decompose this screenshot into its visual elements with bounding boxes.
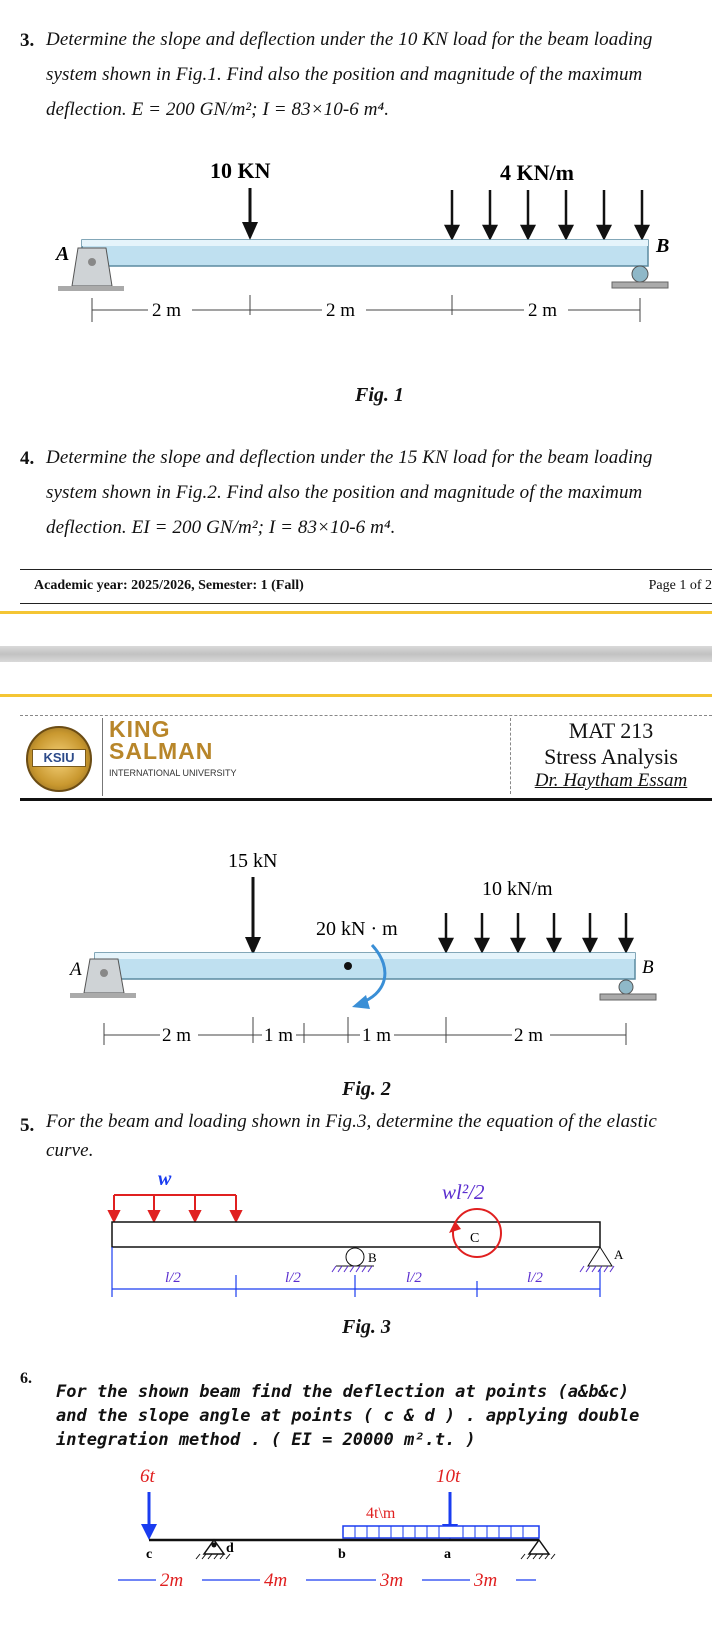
course-info: [510, 718, 711, 794]
fig2-dim-3: 1 m: [362, 1025, 392, 1046]
fig3-moment-label: wl²/2: [442, 1180, 485, 1204]
fig3-dim-1: l/2: [165, 1270, 181, 1286]
q4-line: system shown in Fig.2. Find also the position and magnitude of the maximum: [46, 482, 643, 503]
figure-3-caption: Fig. 3: [342, 1316, 391, 1338]
fig4-load-6t-label: 6t: [140, 1466, 155, 1487]
figure-1-caption: Fig. 1: [355, 384, 404, 406]
figure-3-beam-diagram: [0, 1165, 712, 1310]
fig1-support-b-label: B: [656, 235, 670, 257]
fig1-pin-support-a: [72, 248, 112, 286]
fig3-roller-support-b: [346, 1248, 364, 1266]
question-5-text: [46, 1107, 712, 1165]
question-3-text: [46, 22, 706, 127]
q5-line: curve.: [46, 1140, 94, 1161]
q6-line: integration method . ( EI = 20000 m².t. ): [56, 1430, 476, 1450]
page-separator-gold-top: [0, 611, 712, 614]
fig2-distributed-load-label: 10 kN/m: [482, 878, 553, 900]
university-name-line-1: KING: [109, 716, 171, 742]
fig3-load-w-label: w: [158, 1168, 172, 1190]
q3-line: Determine the slope and deflection under the 10 KN load for the beam loading: [46, 29, 653, 50]
q6-line: For the shown beam find the deflection at points (a&b&c): [56, 1382, 630, 1402]
page-separator-gold-bottom: [0, 694, 712, 697]
fig1-roller-support-b: [632, 266, 648, 282]
question-5-number: 5.: [20, 1115, 35, 1136]
fig2-moment-point: [344, 962, 352, 970]
question-6-number: 6.: [20, 1370, 32, 1387]
page-number: Page 1 of 2: [648, 578, 712, 593]
fig4-point-c-label: c: [146, 1547, 153, 1562]
fig4-distributed-load-label: 4t\m: [366, 1505, 396, 1522]
fig4-distributed-load: [343, 1526, 539, 1538]
fig4-dim-4: 3m: [474, 1570, 498, 1591]
university-name-line-3: INTERNATIONAL UNIVERSITY: [109, 768, 237, 778]
q4-line: Determine the slope and deflection under the 15 KN load for the beam loading: [46, 447, 653, 468]
fig2-distributed-load-arrows: [440, 913, 632, 951]
question-4-number: 4.: [20, 448, 35, 469]
fig2-support-a-label: A: [70, 959, 82, 980]
fig1-dim-2: 2 m: [326, 300, 356, 321]
fig1-dim-1: 2 m: [152, 300, 182, 321]
fig2-dim-2: 1 m: [264, 1025, 294, 1046]
fig3-dim-3: l/2: [406, 1270, 422, 1286]
course-code: MAT 213: [568, 718, 654, 743]
fig1-point-load-label: 10 KN: [210, 158, 271, 183]
q3-line: system shown in Fig.1. Find also the position and magnitude of the maximum: [46, 64, 643, 85]
fig2-point-load-label: 15 kN: [228, 850, 278, 872]
university-name-block: [102, 718, 237, 796]
fig2-moment-label: 20 kN · m: [316, 918, 398, 940]
fig4-dim-1: 2m: [160, 1570, 184, 1591]
fig4-pin-support-end: [529, 1540, 549, 1554]
fig1-distributed-load-label: 4 KN/m: [500, 160, 574, 185]
fig4-dim-3: 3m: [380, 1570, 404, 1591]
fig3-point-a-label: A: [614, 1247, 624, 1262]
page-gap: [0, 646, 712, 662]
university-seal-logo: [26, 726, 92, 792]
figure-1-beam-diagram: [0, 150, 712, 360]
q5-line: For the beam and loading shown in Fig.3, determine the equation of the elastic: [46, 1111, 657, 1132]
fig1-support-a-label: A: [56, 243, 70, 265]
logo-badge: KSIU: [32, 749, 86, 767]
instructor-name: Dr. Haytham Essam: [534, 770, 688, 791]
q3-line: deflection. E = 200 GN/m²; I = 83×10-6 m⁴.: [46, 99, 390, 120]
figure-2-caption: Fig. 2: [342, 1078, 391, 1100]
fig3-distributed-load: [109, 1195, 241, 1221]
fig4-point-b-label: b: [338, 1547, 346, 1562]
page-header: [20, 715, 712, 801]
fig2-dim-4: 2 m: [514, 1025, 544, 1046]
fig3-point-b-label: B: [368, 1250, 377, 1265]
fig2-roller-support-b: [619, 980, 633, 994]
figure-4-beam-diagram: [0, 1460, 712, 1600]
fig3-pin-support-a: [588, 1247, 612, 1266]
fig3-beam: [112, 1222, 600, 1247]
fig2-dim-1: 2 m: [162, 1025, 192, 1046]
academic-year: Academic year: 2025/2026, Semester: 1 (Fall): [34, 578, 304, 593]
figure-2-beam-diagram: [0, 845, 712, 1050]
university-name-line-2: SALMAN: [109, 738, 214, 764]
fig4-point-a-label: a: [444, 1547, 451, 1562]
fig3-dim-2: l/2: [285, 1270, 301, 1286]
fig3-point-c-label: C: [470, 1231, 480, 1246]
page-footer: [20, 569, 712, 604]
course-name: Stress Analysis: [544, 744, 678, 769]
question-4-text: [46, 440, 706, 545]
fig4-load-10t-label: 10t: [436, 1466, 461, 1487]
fig1-distributed-load-arrows: [446, 190, 648, 238]
q4-line: deflection. EI = 200 GN/m²; I = 83×10-6 m⁴.: [46, 517, 396, 538]
fig2-support-b-label: B: [642, 957, 654, 978]
fig4-point-d-label: d: [226, 1541, 234, 1556]
q6-line: and the slope angle at points ( c & d ) . applying double: [56, 1406, 640, 1426]
fig3-dim-4: l/2: [527, 1270, 543, 1286]
question-3-number: 3.: [20, 30, 35, 51]
fig4-dim-2: 4m: [264, 1570, 288, 1591]
question-6-text: [56, 1380, 706, 1452]
fig1-dim-3: 2 m: [528, 300, 558, 321]
